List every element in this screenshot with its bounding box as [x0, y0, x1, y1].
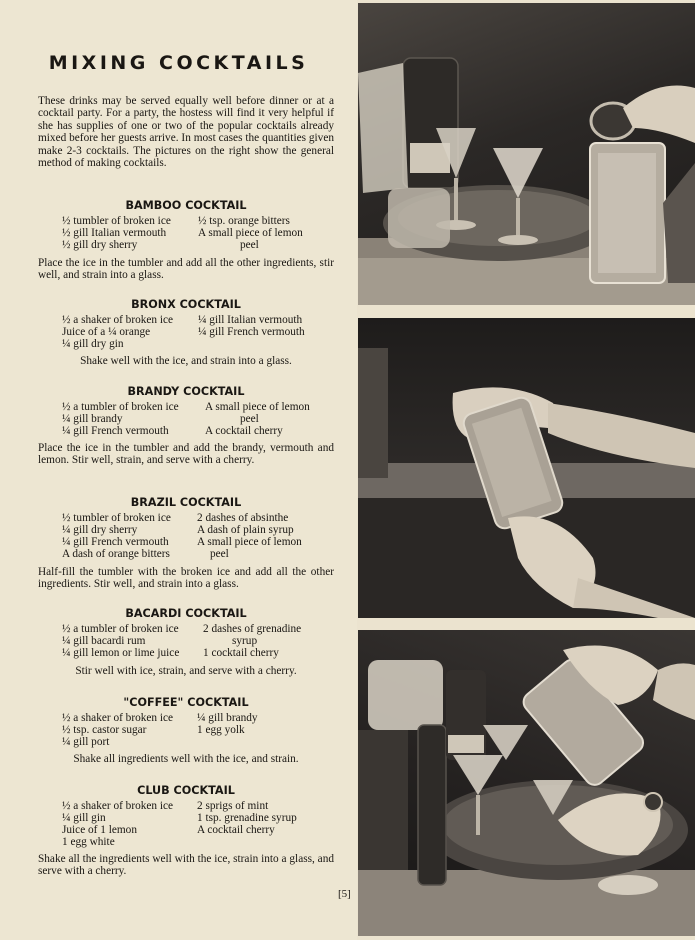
- ingredient: syrup: [232, 635, 258, 647]
- ingredient: 2 dashes of absinthe: [197, 512, 289, 524]
- recipe-instructions-bronx: Shake well with the ice, and strain into a glass.: [80, 355, 292, 367]
- recipe-title-bamboo: BAMBOO COCKTAIL: [125, 199, 247, 212]
- recipe-instructions-bamboo: Place the ice in the tumbler and add all the other ingredients, stir well, and strain into a glass.: [38, 257, 334, 282]
- ingredient: A small piece of lemon: [198, 227, 303, 239]
- ingredient: ¼ gill dry sherry: [62, 524, 138, 536]
- recipe-title-bronx: BRONX COCKTAIL: [131, 298, 241, 311]
- ingredient: ½ tsp. castor sugar: [62, 724, 147, 736]
- recipe-instructions-brazil: Half-fill the tumbler with the broken ice and add all the other ingredients. Stir well, and strain into a glass.: [38, 566, 334, 591]
- ingredient: ¼ gill bacardi rum: [62, 635, 146, 647]
- photo-pouring-ingredients: [358, 3, 695, 305]
- ingredient: A dash of plain syrup: [197, 524, 294, 536]
- ingredient: ¼ gill Italian vermouth: [198, 314, 303, 326]
- ingredient: 2 dashes of grenadine: [203, 623, 302, 635]
- ingredient: ¼ gill French vermouth: [62, 425, 169, 437]
- ingredient: ½ gill Italian vermouth: [62, 227, 167, 239]
- ingredient: ½ a tumbler of broken ice: [62, 401, 179, 413]
- ingredient: A small piece of lemon: [197, 536, 302, 548]
- ingredient: ½ gill dry sherry: [62, 239, 138, 251]
- ingredient: 2 sprigs of mint: [197, 800, 269, 812]
- photo-shaking-cocktail: [358, 318, 695, 618]
- recipe-title-brandy: BRANDY COCKTAIL: [127, 385, 245, 398]
- recipe-instructions-brandy: Place the ice in the tumbler and add the brandy, vermouth and lemon. Stir well, strain, and serve with a cherry.: [38, 442, 334, 467]
- ingredient: 1 cocktail cherry: [203, 647, 279, 659]
- ingredient: peel: [210, 548, 229, 560]
- ingredient: A small piece of lemon: [205, 401, 310, 413]
- ingredient: ¼ gill dry gin: [62, 338, 124, 350]
- intro-paragraph: These drinks may be served equally well before dinner or at a cocktail party. For a party, the hostess will find it very helpful if she has supplies of one or two of the popular cocktails already mixed before her guests arrive. In most cases the quantities given make 2-3 cocktails. The pictures on the right show the general method of making cocktails.: [38, 95, 334, 170]
- recipe-title-coffee: "COFFEE" COCKTAIL: [123, 696, 249, 709]
- ingredient: A cocktail cherry: [197, 824, 275, 836]
- ingredient: ¼ gill brandy: [62, 413, 123, 425]
- ingredient: ¼ gill port: [62, 736, 110, 748]
- recipe-instructions-bacardi: Stir well with ice, strain, and serve with a cherry.: [75, 665, 297, 677]
- ingredient: peel: [240, 239, 259, 251]
- ingredient: 1 tsp. grenadine syrup: [197, 812, 297, 824]
- ingredient: Juice of 1 lemon: [62, 824, 137, 836]
- ingredient: ¼ gill brandy: [197, 712, 258, 724]
- recipe-instructions-club: Shake all the ingredients well with the ice, strain into a glass, and serve with a cherry.: [38, 853, 334, 878]
- photo-serving-cocktail: [358, 630, 695, 936]
- ingredient: ½ a shaker of broken ice: [62, 314, 174, 326]
- ingredient: ½ tumbler of broken ice: [62, 512, 171, 524]
- ingredient: ¼ gill gin: [62, 812, 106, 824]
- ingredient: 1 egg yolk: [197, 724, 245, 736]
- ingredient: ½ tsp. orange bitters: [198, 215, 290, 227]
- ingredient: ½ a shaker of broken ice: [62, 712, 174, 724]
- ingredient: ½ a shaker of broken ice: [62, 800, 174, 812]
- ingredient: Juice of a ¼ orange: [62, 326, 151, 338]
- page-number: [5]: [338, 888, 351, 900]
- ingredient: ½ a tumbler of broken ice: [62, 623, 179, 635]
- ingredient: 1 egg white: [62, 836, 115, 848]
- recipe-instructions-coffee: Shake all ingredients well with the ice, and strain.: [73, 753, 299, 765]
- ingredient: ½ tumbler of broken ice: [62, 215, 171, 227]
- page-title: MIXING COCKTAILS: [48, 52, 309, 74]
- ingredient: ¼ gill lemon or lime juice: [62, 647, 180, 659]
- ingredient: A cocktail cherry: [205, 425, 283, 437]
- recipe-title-brazil: BRAZIL COCKTAIL: [130, 496, 242, 509]
- ingredient: ¼ gill French vermouth: [62, 536, 169, 548]
- recipe-title-club: CLUB COCKTAIL: [137, 784, 235, 797]
- ingredient: peel: [240, 413, 259, 425]
- ingredient: ¼ gill French vermouth: [198, 326, 305, 338]
- recipe-title-bacardi: BACARDI COCKTAIL: [125, 607, 247, 620]
- ingredient: A dash of orange bitters: [62, 548, 170, 560]
